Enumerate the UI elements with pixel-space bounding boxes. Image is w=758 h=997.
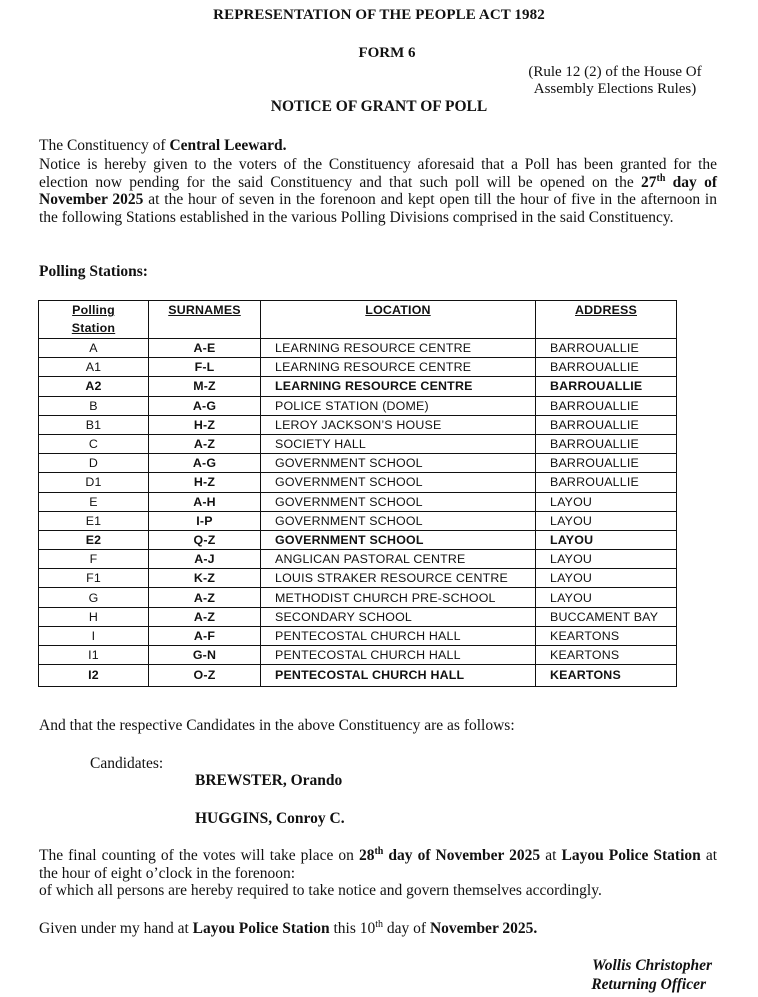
cell-station: E bbox=[39, 492, 149, 511]
given-line bbox=[39, 920, 717, 938]
given-place: Layou Police Station bbox=[192, 920, 330, 937]
header-polling-station bbox=[39, 301, 149, 339]
cell-address: KEARTONS bbox=[536, 626, 677, 645]
cell-surnames: A-Z bbox=[149, 607, 261, 626]
notice-paragraph bbox=[39, 156, 717, 226]
cell-station: A bbox=[39, 339, 149, 358]
cell-location: PENTECOSTAL CHURCH HALL bbox=[261, 626, 536, 645]
header-polling-line: Polling bbox=[72, 303, 115, 317]
polling-stations-table bbox=[38, 300, 677, 687]
table-row bbox=[39, 396, 677, 415]
cell-station: I1 bbox=[39, 646, 149, 665]
rule-reference bbox=[500, 64, 730, 98]
counting-paragraph bbox=[39, 847, 717, 900]
cell-address: BARROUALLIE bbox=[536, 454, 677, 473]
cell-address: BARROUALLIE bbox=[536, 339, 677, 358]
cell-address: BARROUALLIE bbox=[536, 415, 677, 434]
constituency-name: Central Leeward. bbox=[169, 137, 287, 154]
cell-surnames: A-F bbox=[149, 626, 261, 645]
cell-address: LAYOU bbox=[536, 569, 677, 588]
cell-location: GOVERNMENT SCHOOL bbox=[261, 511, 536, 530]
cell-address: LAYOU bbox=[536, 492, 677, 511]
cell-address: BARROUALLIE bbox=[536, 377, 677, 396]
given-text-2: this 10 bbox=[329, 920, 376, 937]
cell-surnames: K-Z bbox=[149, 569, 261, 588]
header-location: LOCATION bbox=[261, 301, 536, 339]
constituency-prefix: The Constituency of bbox=[39, 137, 170, 154]
cell-surnames: A-G bbox=[149, 454, 261, 473]
given-text-3: day of bbox=[383, 920, 430, 937]
candidates-label: Candidates: bbox=[90, 755, 164, 772]
cell-surnames: A-G bbox=[149, 396, 261, 415]
cell-surnames: A-J bbox=[149, 550, 261, 569]
cell-station: I bbox=[39, 626, 149, 645]
cell-location: LEARNING RESOURCE CENTRE bbox=[261, 358, 536, 377]
cell-station: D1 bbox=[39, 473, 149, 492]
table-row bbox=[39, 569, 677, 588]
cell-station: A2 bbox=[39, 377, 149, 396]
cell-station: E1 bbox=[39, 511, 149, 530]
act-title: REPRESENTATION OF THE PEOPLE ACT 1982 bbox=[213, 7, 545, 23]
table-row bbox=[39, 607, 677, 626]
counting-day: 28 bbox=[358, 847, 375, 864]
cell-address: BARROUALLIE bbox=[536, 434, 677, 453]
header-surnames: SURNAMES bbox=[149, 301, 261, 339]
notice-text-1: Notice is hereby given to the voters of the Constituency aforesaid that a Poll has been granted for the election now pending for the said Constituency and that such poll will be opened on the bbox=[39, 156, 717, 191]
cell-address: BUCCAMENT BAY bbox=[536, 607, 677, 626]
cell-surnames: Q-Z bbox=[149, 530, 261, 549]
cell-surnames: A-H bbox=[149, 492, 261, 511]
table-row bbox=[39, 588, 677, 607]
rule-line-2: Assembly Elections Rules) bbox=[533, 81, 697, 97]
cell-surnames: I-P bbox=[149, 511, 261, 530]
cell-location: GOVERNMENT SCHOOL bbox=[261, 473, 536, 492]
cell-station: A1 bbox=[39, 358, 149, 377]
cell-surnames: G-N bbox=[149, 646, 261, 665]
counting-text-3: at the hour of eight o’clock in the forenoon: bbox=[39, 847, 718, 882]
table-row bbox=[39, 415, 677, 434]
counting-text-4: of which all persons are hereby required to take notice and govern themselves accordingly. bbox=[39, 882, 602, 900]
cell-location: LEARNING RESOURCE CENTRE bbox=[261, 339, 536, 358]
poll-month-year: day of November 2025 bbox=[39, 173, 717, 209]
given-suffix: th bbox=[375, 919, 384, 930]
cell-station: C bbox=[39, 434, 149, 453]
table-row bbox=[39, 626, 677, 645]
counting-place: Layou Police Station bbox=[561, 847, 701, 864]
cell-location: LOUIS STRAKER RESOURCE CENTRE bbox=[261, 569, 536, 588]
table-row bbox=[39, 434, 677, 453]
cell-location: SOCIETY HALL bbox=[261, 434, 536, 453]
rule-line-1: (Rule 12 (2) of the House Of bbox=[528, 64, 702, 80]
form-number: FORM 6 bbox=[358, 45, 416, 61]
cell-station: H bbox=[39, 607, 149, 626]
table-header-row bbox=[39, 301, 677, 339]
cell-location: GOVERNMENT SCHOOL bbox=[261, 530, 536, 549]
counting-text-2: at bbox=[540, 847, 562, 864]
table-row bbox=[39, 358, 677, 377]
cell-location: PENTECOSTAL CHURCH HALL bbox=[261, 646, 536, 665]
candidate-2: HUGGINS, Conroy C. bbox=[195, 810, 345, 827]
given-text-1: Given under my hand at bbox=[39, 920, 193, 937]
table-row bbox=[39, 454, 677, 473]
table-row bbox=[39, 339, 677, 358]
cell-location: LEARNING RESOURCE CENTRE bbox=[261, 377, 536, 396]
constituency-line bbox=[39, 137, 717, 155]
signature-title: Returning Officer bbox=[591, 976, 706, 993]
cell-surnames: H-Z bbox=[149, 415, 261, 434]
poll-day: 27 bbox=[640, 173, 657, 191]
cell-location: POLICE STATION (DOME) bbox=[261, 396, 536, 415]
cell-location: GOVERNMENT SCHOOL bbox=[261, 454, 536, 473]
cell-surnames: M-Z bbox=[149, 377, 261, 396]
cell-station: F1 bbox=[39, 569, 149, 588]
cell-location: PENTECOSTAL CHURCH HALL bbox=[261, 665, 536, 687]
cell-address: BARROUALLIE bbox=[536, 396, 677, 415]
cell-surnames: O-Z bbox=[149, 665, 261, 687]
header-address: ADDRESS bbox=[536, 301, 677, 339]
poll-day-suffix: th bbox=[656, 172, 666, 184]
cell-surnames: A-E bbox=[149, 339, 261, 358]
cell-address: BARROUALLIE bbox=[536, 358, 677, 377]
given-month-year: November 2025. bbox=[429, 920, 538, 937]
cell-station: F bbox=[39, 550, 149, 569]
cell-location: SECONDARY SCHOOL bbox=[261, 607, 536, 626]
cell-station: B bbox=[39, 396, 149, 415]
cell-station: I2 bbox=[39, 665, 149, 687]
cell-surnames: H-Z bbox=[149, 473, 261, 492]
signature-name: Wollis Christopher bbox=[592, 957, 712, 974]
cell-surnames: A-Z bbox=[149, 588, 261, 607]
counting-month-year: day of November 2025 bbox=[383, 847, 541, 864]
cell-address: LAYOU bbox=[536, 588, 677, 607]
table-row bbox=[39, 550, 677, 569]
table-row bbox=[39, 377, 677, 396]
notice-title: NOTICE OF GRANT OF POLL bbox=[270, 98, 488, 115]
table-row bbox=[39, 473, 677, 492]
cell-location: LEROY JACKSON’S HOUSE bbox=[261, 415, 536, 434]
table-row bbox=[39, 511, 677, 530]
counting-day-suffix: th bbox=[374, 846, 384, 857]
header-station-line: Station bbox=[71, 320, 116, 335]
cell-surnames: A-Z bbox=[149, 434, 261, 453]
candidates-intro: And that the respective Candidates in the above Constituency are as follows: bbox=[39, 717, 515, 734]
notice-text-2: at the hour of seven in the forenoon and kept open till the hour of five in the afternoon in the following Stations established in the various Polling Divisions comprised in the said Constituency. bbox=[39, 191, 717, 226]
polling-stations-heading: Polling Stations: bbox=[39, 263, 148, 280]
counting-text-1: The final counting of the votes will take place on bbox=[39, 847, 359, 864]
cell-station: G bbox=[39, 588, 149, 607]
cell-address: KEARTONS bbox=[536, 665, 677, 687]
cell-address: BARROUALLIE bbox=[536, 473, 677, 492]
candidate-1: BREWSTER, Orando bbox=[195, 772, 343, 789]
cell-location: GOVERNMENT SCHOOL bbox=[261, 492, 536, 511]
cell-address: LAYOU bbox=[536, 530, 677, 549]
cell-address: KEARTONS bbox=[536, 646, 677, 665]
cell-station: E2 bbox=[39, 530, 149, 549]
cell-location: METHODIST CHURCH PRE-SCHOOL bbox=[261, 588, 536, 607]
cell-location: ANGLICAN PASTORAL CENTRE bbox=[261, 550, 536, 569]
table-row bbox=[39, 665, 677, 687]
cell-address: LAYOU bbox=[536, 511, 677, 530]
cell-surnames: F-L bbox=[149, 358, 261, 377]
cell-address: LAYOU bbox=[536, 550, 677, 569]
table-row bbox=[39, 530, 677, 549]
cell-station: D bbox=[39, 454, 149, 473]
table-row bbox=[39, 492, 677, 511]
table-row bbox=[39, 646, 677, 665]
cell-station: B1 bbox=[39, 415, 149, 434]
